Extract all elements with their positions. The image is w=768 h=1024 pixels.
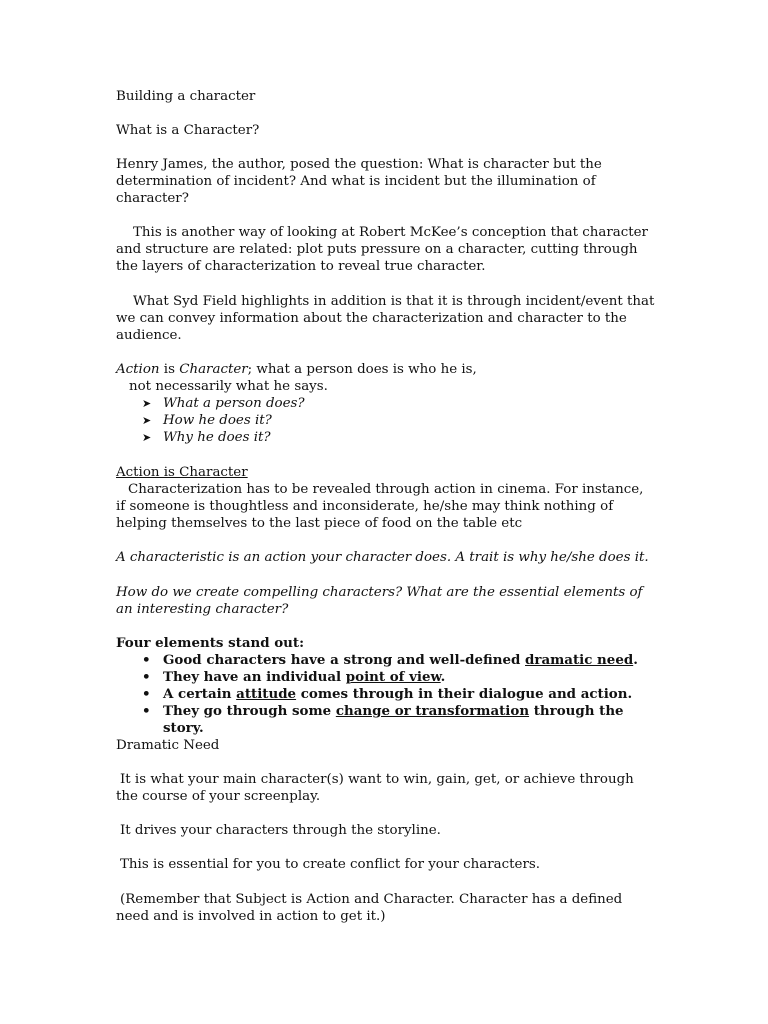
list-item: • Good characters have a strong and well-defined dramatic need. bbox=[142, 652, 638, 668]
arrow-bullet-icon: ➤ bbox=[142, 431, 152, 444]
character-word: Character bbox=[179, 362, 248, 377]
paragraph-syd-field bbox=[116, 293, 656, 344]
compelling-question: How do we create compelling characters? What are the essential elements of an interesting character? bbox=[116, 585, 643, 617]
underlined-term: change or transformation bbox=[335, 703, 530, 719]
arrow-bullet-icon: ➤ bbox=[142, 397, 152, 410]
characteristic-statement: A characteristic is an action your character does. A trait is why he/she does it. bbox=[116, 550, 649, 565]
question-heading: What is a Character? bbox=[116, 123, 260, 138]
is-word: is bbox=[159, 362, 180, 377]
section-action-is-character bbox=[116, 464, 656, 532]
list-item bbox=[116, 412, 656, 429]
arrow-bullet-icon: ➤ bbox=[142, 414, 152, 427]
paragraph-mckee-text: This is another way of looking at Robert McKee’s conception that character and structure are related: plot puts pressure on a character, cutting through the layers of characterization to reveal true character. bbox=[116, 225, 648, 274]
bullet-dot-icon: • bbox=[142, 652, 151, 668]
underlined-term: point of view bbox=[345, 669, 441, 685]
bullet-dot-icon: • bbox=[142, 703, 151, 719]
list-item-text: How he does it? bbox=[163, 413, 272, 428]
bullet-dot-icon: • bbox=[142, 686, 151, 702]
dramatic-need-paragraph-4 bbox=[116, 891, 656, 925]
document-title: Building a character bbox=[116, 89, 256, 104]
section-paragraph bbox=[116, 481, 656, 532]
underlined-term: dramatic need bbox=[525, 652, 634, 668]
dramatic-need-paragraph-2 bbox=[116, 822, 656, 839]
section-heading: Action is Character bbox=[116, 465, 248, 480]
action-line-continuation: not necessarily what he says. bbox=[129, 379, 328, 394]
list-item-text: What a person does? bbox=[163, 396, 305, 411]
action-line-rest: ; what a person does is who he is, bbox=[247, 362, 477, 377]
list-item: • They have an individual point of view. bbox=[142, 669, 446, 685]
arrow-list bbox=[116, 395, 656, 446]
dramatic-need-paragraph-4-text: (Remember that Subject is Action and Character. Character has a defined need and is involved in action to get it.) bbox=[116, 892, 623, 924]
action-word: Action bbox=[116, 362, 160, 377]
dramatic-need-paragraph-1 bbox=[116, 771, 656, 805]
list-item: • They go through some change or transformation through the story. bbox=[142, 703, 624, 736]
dramatic-need-paragraph-3 bbox=[116, 856, 656, 873]
action-is-character-statement bbox=[116, 361, 656, 446]
dramatic-need-heading: Dramatic Need bbox=[116, 738, 220, 753]
dramatic-need-paragraph-1-text: It is what your main character(s) want to win, gain, get, or achieve through the course of your screenplay. bbox=[116, 772, 634, 804]
action-line bbox=[116, 361, 656, 378]
section-paragraph-text: Characterization has to be revealed through action in cinema. For instance, if someone is thoughtless and inconsiderate, he/she may think nothing of helping themselves to the last piece of food on the table etc bbox=[116, 482, 644, 531]
four-elements-section bbox=[116, 635, 656, 736]
dramatic-need-paragraph-3-text: This is essential for you to create conflict for your characters. bbox=[120, 857, 540, 872]
bullet-dot-icon: • bbox=[142, 669, 151, 685]
underlined-term: attitude bbox=[236, 686, 297, 702]
dramatic-need-paragraph-2-text: It drives your characters through the storyline. bbox=[120, 823, 441, 838]
list-item: • A certain attitude comes through in their dialogue and action. bbox=[142, 686, 633, 702]
paragraph-henry-james: Henry James, the author, posed the question: What is character but the determination of incident? And what is incident but the illumination of character? bbox=[116, 157, 602, 206]
four-elements-heading: Four elements stand out: bbox=[116, 635, 305, 651]
list-item bbox=[116, 395, 656, 412]
list-item-text: Why he does it? bbox=[163, 430, 271, 445]
bullet-list bbox=[116, 652, 656, 736]
paragraph-mckee bbox=[116, 224, 656, 275]
list-item bbox=[116, 429, 656, 446]
paragraph-syd-field-text: What Syd Field highlights in addition is that it is through incident/event that we can convey information about the characterization and character to the audience. bbox=[116, 294, 655, 343]
